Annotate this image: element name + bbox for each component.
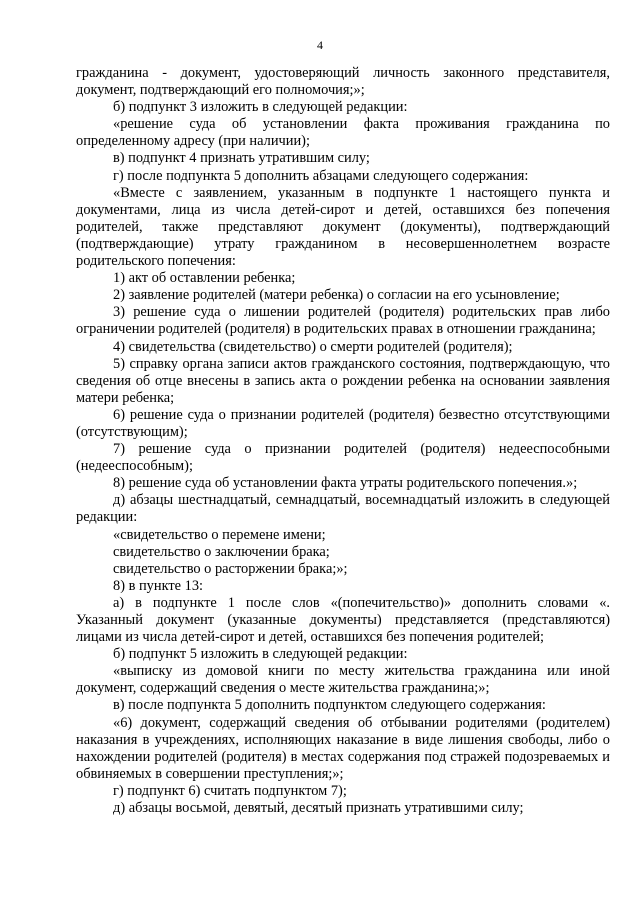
paragraph: 1) акт об оставлении ребенка; xyxy=(113,270,296,287)
paragraph: «Вместе с заявлением, указанным в подпункте 1 настоящего пункта и документами, лица из числа детей-сирот и детей, оставшихся без попечения родителей, также представляют документ (документы), подтверждающий (подтверждающие) утрату гражданином в несовершеннолетнем возрасте родительского попечения: xyxy=(76,184,610,270)
paragraph: «выписку из домовой книги по месту жительства гражданина или иной документ, содержащий сведения о месте жительства гражданина;»; xyxy=(76,663,610,697)
paragraph: 8) решение суда об установлении факта утраты родительского попечения.»; xyxy=(113,475,578,492)
paragraph: 7) решение суда о признании родителей (родителя) недееспособными (недееспособным); xyxy=(76,441,610,475)
paragraph: «свидетельство о перемене имени; xyxy=(113,526,326,543)
paragraph: 8) в пункте 13: xyxy=(113,577,204,594)
paragraph: в) подпункт 4 признать утратившим силу; xyxy=(113,150,370,167)
paragraph: в) после подпункта 5 дополнить подпунктом следующего содержания: xyxy=(113,697,546,714)
paragraph: б) подпункт 3 изложить в следующей редакции: xyxy=(113,99,408,116)
page-number: 4 xyxy=(317,38,323,52)
paragraph: 3) решение суда о лишении родителей (родителя) родительских прав либо ограничении родителей (родителя) в родительских правах в отношении гражданина; xyxy=(76,304,610,338)
paragraph: 4) свидетельства (свидетельство) о смерти родителей (родителя); xyxy=(113,338,513,355)
paragraph: 6) решение суда о признании родителей (родителя) безвестно отсутствующими (отсутствующим); xyxy=(76,406,610,440)
paragraph: д) абзацы шестнадцатый, семнадцатый, восемнадцатый изложить в следующей редакции: xyxy=(76,492,610,526)
paragraph: г) после подпункта 5 дополнить абзацами следующего содержания: xyxy=(113,167,529,184)
paragraph: г) подпункт 6) считать подпунктом 7); xyxy=(113,782,347,799)
paragraph: «6) документ, содержащий сведения об отбывании родителями (родителем) наказания в учреждениях, исполняющих наказание в виде лишения свободы, либо о нахождении родителей (родителя) в местах содержания под стражей подозреваемых и обвиняемых в совершении преступления;»; xyxy=(76,714,610,782)
paragraph: «решение суда об установлении факта проживания гражданина по определенному адресу (при наличии); xyxy=(76,116,610,150)
paragraph: а) в подпункте 1 после слов «(попечительство)» дополнить словами «. Указанный документ (указанные документы) представляется (представляются) лицами из числа детей-сирот и детей, оставшихся без попечения родителей; xyxy=(76,594,610,646)
paragraph: 5) справку органа записи актов гражданского состояния, подтверждающую, что сведения об отце внесены в запись акта о рождении ребенка на основании заявления матери ребенка; xyxy=(76,355,610,406)
paragraph: гражданина - документ, удостоверяющий личность законного представителя, документ, подтверждающий его полномочия;»; xyxy=(76,65,610,99)
paragraph: свидетельство о заключении брака; xyxy=(113,543,330,560)
paragraph: свидетельство о расторжении брака;»; xyxy=(113,560,348,577)
paragraph: б) подпункт 5 изложить в следующей редакции: xyxy=(113,646,408,663)
paragraph: 2) заявление родителей (матери ребенка) о согласии на его усыновление; xyxy=(113,287,560,304)
paragraph: д) абзацы восьмой, девятый, десятый признать утратившими силу; xyxy=(113,800,524,817)
document-body xyxy=(76,65,610,817)
